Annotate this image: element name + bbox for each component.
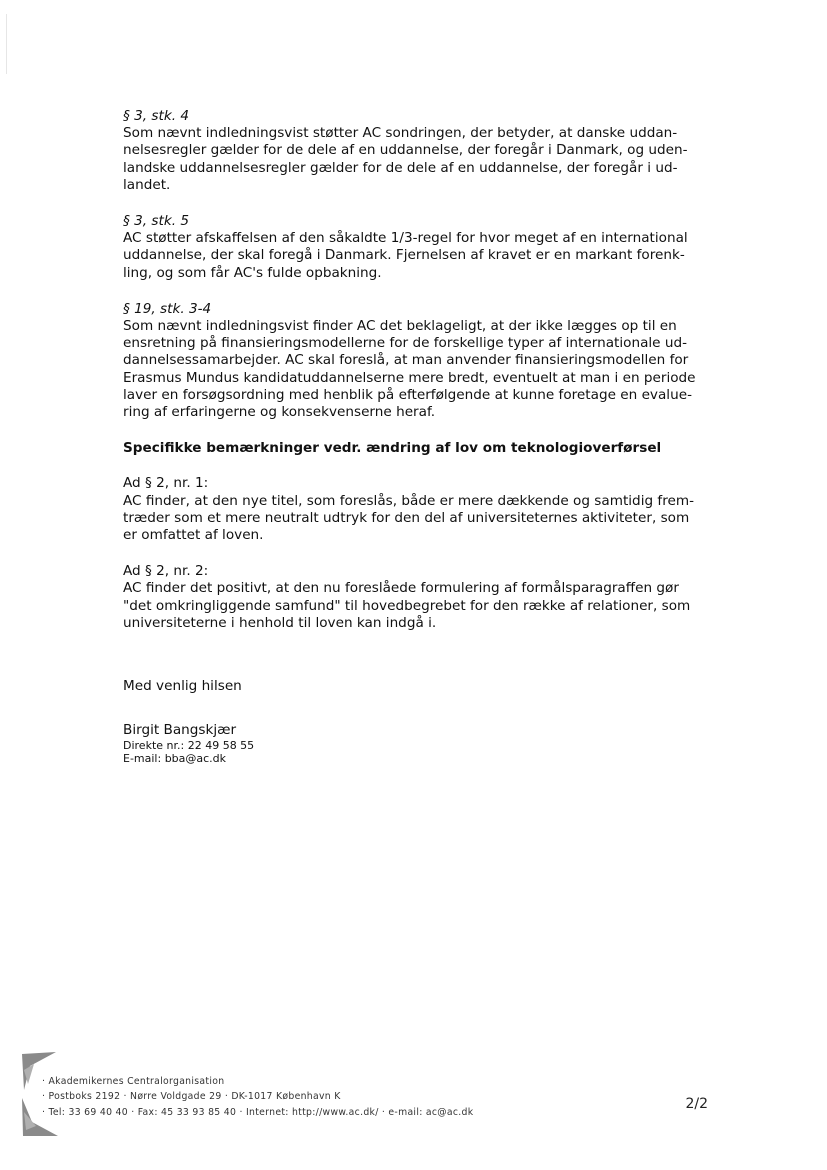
text-line: ensretning på finansieringsmodellerne for de forskellige typer af internationale ud-: [123, 335, 688, 352]
text-line: Som nævnt indledningsvist finder AC det beklageligt, at der ikke lægges op til en: [123, 318, 677, 335]
section-heading: Ad § 2, nr. 1:: [123, 475, 209, 492]
section-paragraph-3-5: [123, 213, 719, 282]
text-line: "det omkringliggende samfund" til hovedbegrebet for den række af relationer, som: [123, 597, 691, 614]
text-line: AC finder, at den nye titel, som foreslås, både er mere dækkende og samtidig frem-: [123, 492, 695, 509]
text-line: dannelsessamarbejder. AC skal foreslå, at man anvender finansieringsmodellen for: [123, 352, 689, 369]
signature-block: [123, 722, 719, 765]
text-line: Som nævnt indledningsvist støtter AC sondringen, der betyder, at danske uddan-: [123, 125, 678, 142]
specific-remarks-heading: Specifikke bemærkninger vedr. ændring af lov om teknologioverførsel: [123, 440, 662, 457]
footer-line-contact: · Tel: 33 69 40 40 · Fax: 45 33 93 85 40 · Internet: http://www.ac.dk/ · e-mail: ac@ac.dk: [42, 1106, 474, 1118]
closing-greeting: Med venlig hilsen: [123, 678, 242, 695]
footer-line-organisation: · Akademikernes Centralorganisation: [42, 1076, 225, 1087]
scan-edge-mark: [6, 14, 7, 74]
section-ad-2-2: [123, 563, 719, 632]
text-line: Erasmus Mundus kandidatuddannelserne mere bredt, eventuelt at man i en periode: [123, 369, 696, 386]
section-heading: § 3, stk. 5: [123, 213, 189, 230]
letter-body: [123, 108, 719, 765]
text-line: AC støtter afskaffelsen af den såkaldte 1/3-regel for hvor meget af en international: [123, 230, 688, 247]
text-line: laver en forsøgsordning med henblik på efterfølgende at kunne foretage en evalue-: [123, 386, 692, 403]
section-paragraph-19: [123, 301, 719, 421]
signer-email: E-mail: bba@ac.dk: [123, 752, 227, 766]
footer-line-address: · Postboks 2192 · Nørre Voldgade 29 · DK-1017 København K: [42, 1091, 341, 1103]
text-line: landske uddannelsesregler gælder for de dele af en uddannelse, der foregår i ud-: [123, 159, 678, 176]
section-paragraph-3-4: [123, 108, 719, 194]
signer-phone: Direkte nr.: 22 49 58 55: [123, 739, 255, 753]
section-ad-2-1: [123, 475, 719, 544]
text-line: landet.: [123, 176, 171, 193]
section-heading: § 19, stk. 3-4: [123, 300, 212, 317]
text-line: nelsesregler gælder for de dele af en uddannelse, der foregår i Danmark, og uden-: [123, 142, 688, 159]
text-line: træder som et mere neutralt udtryk for den del af universiteternes aktiviteter, som: [123, 509, 690, 526]
text-line: uddannelse, der skal foregå i Danmark. Fjernelsen af kravet er en markant forenk-: [123, 247, 685, 264]
text-line: AC finder det positivt, at den nu foreslåede formulering af formålsparagraffen gør: [123, 580, 679, 597]
text-line: universiteterne i henhold til loven kan indgå i.: [123, 614, 437, 631]
letterhead-footer: [20, 1050, 810, 1140]
section-heading: § 3, stk. 4: [123, 108, 189, 124]
page-number: 2/2: [685, 1096, 708, 1112]
text-line: er omfattet af loven.: [123, 527, 264, 544]
text-line: ring af erfaringerne og konsekvenserne heraf.: [123, 404, 436, 421]
signer-name: Birgit Bangskjær: [123, 722, 237, 739]
section-heading: Ad § 2, nr. 2:: [123, 563, 209, 580]
text-line: ling, og som får AC's fulde opbakning.: [123, 264, 382, 281]
